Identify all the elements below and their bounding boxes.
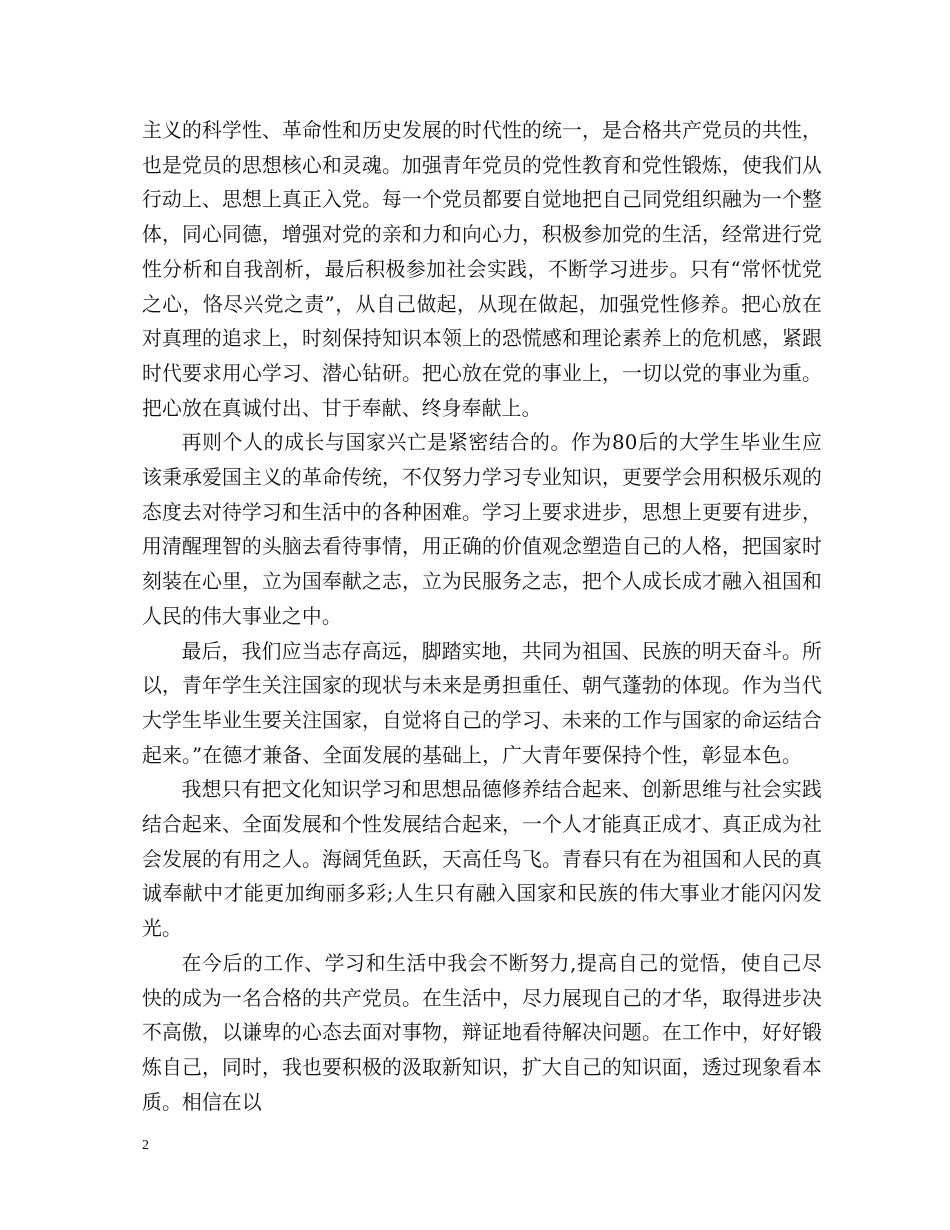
paragraph-5: 在今后的工作、学习和生活中我会不断努力,提高自己的觉悟，使自己尽快的成为一名合格的共产党员。在生活中，尽力展现自己的才华，取得进步决不高傲，以谦卑的心态去面对事物，辩证地看待解决问题。在工作中，好好锻炼自己，同时，我也要积极的汲取新知识，扩大自己的知识面，透过现象看本质。相信在以 <box>142 951 822 1114</box>
paragraph-4: 我想只有把文化知识学习和思想品德修养结合起来、创新思维与社会实践结合起来、全面发展和个性发展结合起来，一个人才能真正成才、真正成为社会发展的有用之人。海阔凭鱼跃，天高任鸟飞。青春只有在为祖国和人民的真诚奉献中才能更加绚丽多彩;人生只有融入国家和民族的伟大事业才能闪闪发光。 <box>142 778 822 941</box>
document-body <box>142 114 822 1120</box>
paragraph-2: 再则个人的成长与国家兴亡是紧密结合的。作为80后的大学生毕业生应该秉承爱国主义的革命传统，不仅努力学习专业知识，更要学会用积极乐观的态度去对待学习和生活中的各种困难。学习上要求进步，思想上更要有进步，用清醒理智的头脑去看待事情，用正确的价值观念塑造自己的人格，把国家时刻装在心里，立为国奉献之志，立为民服务之志，把个人成长成才融入祖国和人民的伟大事业之中。 <box>142 431 822 628</box>
page-number: 2 <box>142 1138 149 1153</box>
paragraph-3: 最后，我们应当志存高远，脚踏实地，共同为祖国、民族的明天奋斗。所以，青年学生关注国家的现状与未来是勇担重任、朝气蓬勃的体现。作为当代大学生毕业生要关注国家，自觉将自己的学习、未来的工作与国家的命运结合起来。”在德才兼备、全面发展的基础上，广大青年要保持个性，彰显本色。 <box>142 639 822 767</box>
paragraph-1: 主义的科学性、革命性和历史发展的时代性的统一，是合格共产党员的共性，也是党员的思想核心和灵魂。加强青年党员的党性教育和党性锻炼，使我们从行动上、思想上真正入党。每一个党员都要自觉地把自己同党组织融为一个整体，同心同德，增强对党的亲和力和向心力，积极参加党的生活，经常进行党性分析和自我剖析，最后积极参加社会实践，不断学习进步。只有“常怀忧党之心，恪尽兴党之责”，从自己做起，从现在做起，加强党性修养。把心放在对真理的追求上，时刻保持知识本领上的恐慌感和理论素养上的危机感，紧跟时代要求用心学习、潜心钻研。把心放在党的事业上，一切以党的事业为重。把心放在真诚付出、甘于奉献、终身奉献上。 <box>142 119 822 420</box>
